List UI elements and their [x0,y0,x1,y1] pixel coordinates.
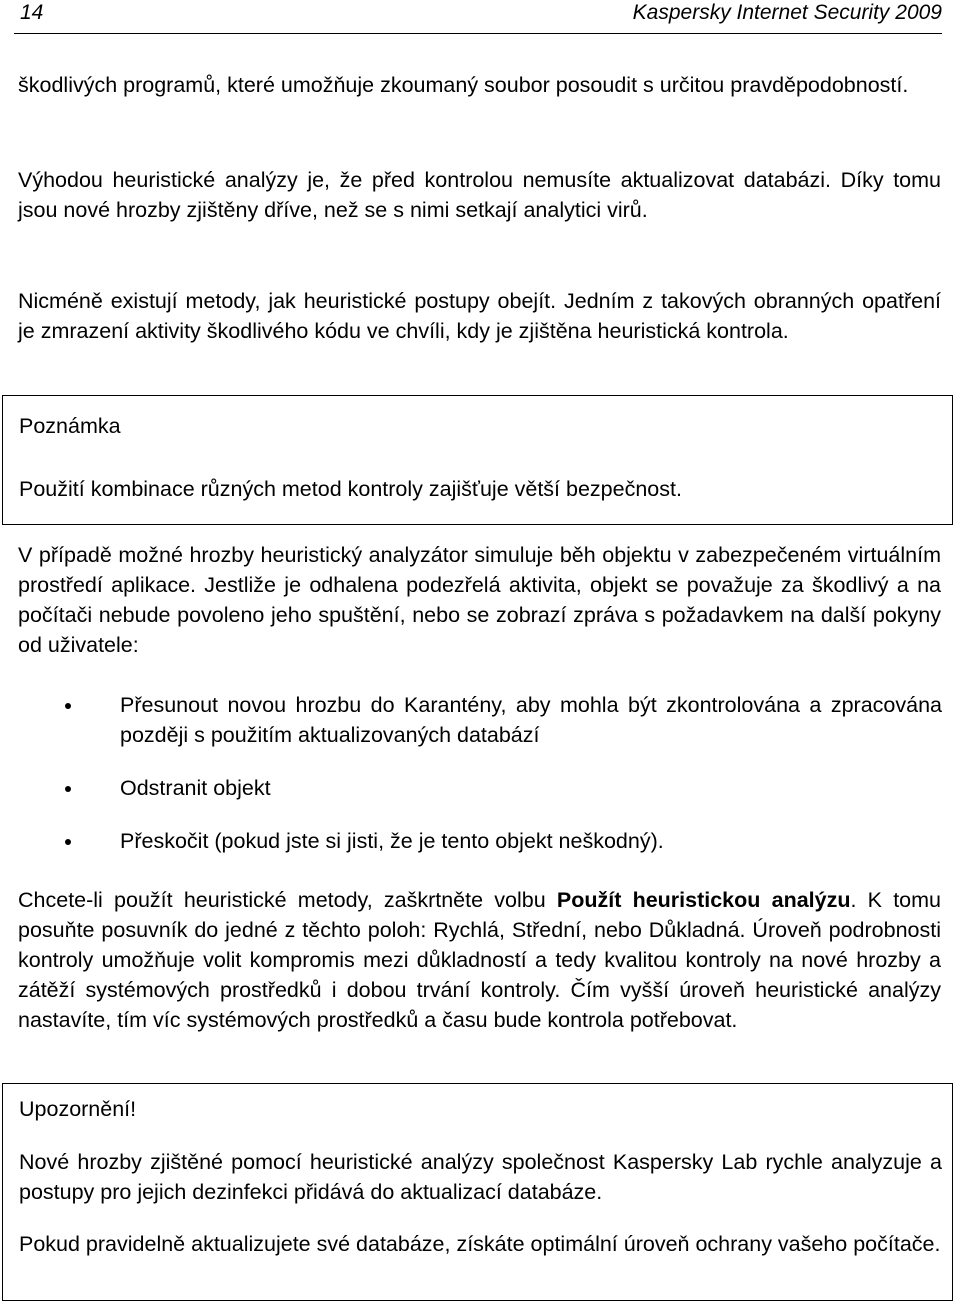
bullet-icon [65,703,71,709]
bullet-icon [65,786,71,792]
list-item-text: Přesunout novou hrozbu do Karantény, aby mohla být zkontrolována a zpracována později s použitím aktualizovaných databází [120,693,942,747]
note-box [2,395,953,525]
list-item-text: Přeskočit (pokud jste si jisti, že je tento objekt neškodný). [120,829,664,853]
page-number: 14 [20,1,44,24]
bullet-icon [65,839,71,845]
paragraph-heuristic-settings [18,885,941,1035]
settings-text-after: . K tomu posuňte posuvník do jedné z těchto poloh: Rychlá, Střední, nebo Důkladná. Úroveň podrobnosti kontroly umožňuje volit kompromis mezi důkladností a tedy kvalitou kontroly na nové hrozby a zátěží systémových prostředků i dobou trvání kontroly. Čím vyšší úroveň heuristické analýzy nastavíte, tím víc systémových prostředků a času bude kontrola potřebovat. [18,888,942,1032]
settings-text-before: Chcete-li použít heuristické metody, zaškrtněte volbu [18,888,557,912]
paragraph-virtual-environment: V případě možné hrozby heuristický analyzátor simuluje běh objektu v zabezpečeném virtuálním prostředí aplikace. Jestliže je odhalena podezřelá aktivita, objekt se považuje za škodlivý a na počítači nebude povoleno jeho spuštění, nebo se zobrazí zpráva s požadavkem na další pokyny od uživatele: [18,543,941,657]
note-title: Poznámka [19,414,121,438]
warning-text-2: Pokud pravidelně aktualizujete své databáze, získáte optimální úroveň ochrany vašeho počítače. [19,1232,941,1256]
paragraph-heuristic-advantage: Výhodou heuristické analýzy je, že před kontrolou nemusíte aktualizovat databázi. Díky tomu jsou nové hrozby zjištěny dříve, než se s nimi setkají analytici virů. [18,168,941,222]
page-header [14,0,942,34]
warning-text-1: Nové hrozby zjištěné pomocí heuristické analýzy společnost Kaspersky Lab rychle analyzuje a postupy pro jejich dezinfekci přidává do aktualizací databáze. [19,1150,942,1204]
paragraph-continuation: škodlivých programů, které umožňuje zkoumaný soubor posoudit s určitou pravděpodobností. [18,73,909,97]
note-text: Použití kombinace různých metod kontroly zajišťuje větší bezpečnost. [19,477,682,501]
option-name: Použít heuristickou analýzu [556,888,851,912]
warning-box [2,1083,953,1301]
paragraph-heuristic-bypass: Nicméně existují metody, jak heuristické postupy obejít. Jedním z takových obranných opatření je zmrazení aktivity škodlivého kódu ve chvíli, kdy je zjištěna heuristická kontrola. [18,289,941,343]
list-item-text: Odstranit objekt [120,776,271,800]
warning-title: Upozornění! [19,1097,137,1121]
document-title: Kaspersky Internet Security 2009 [632,1,942,24]
